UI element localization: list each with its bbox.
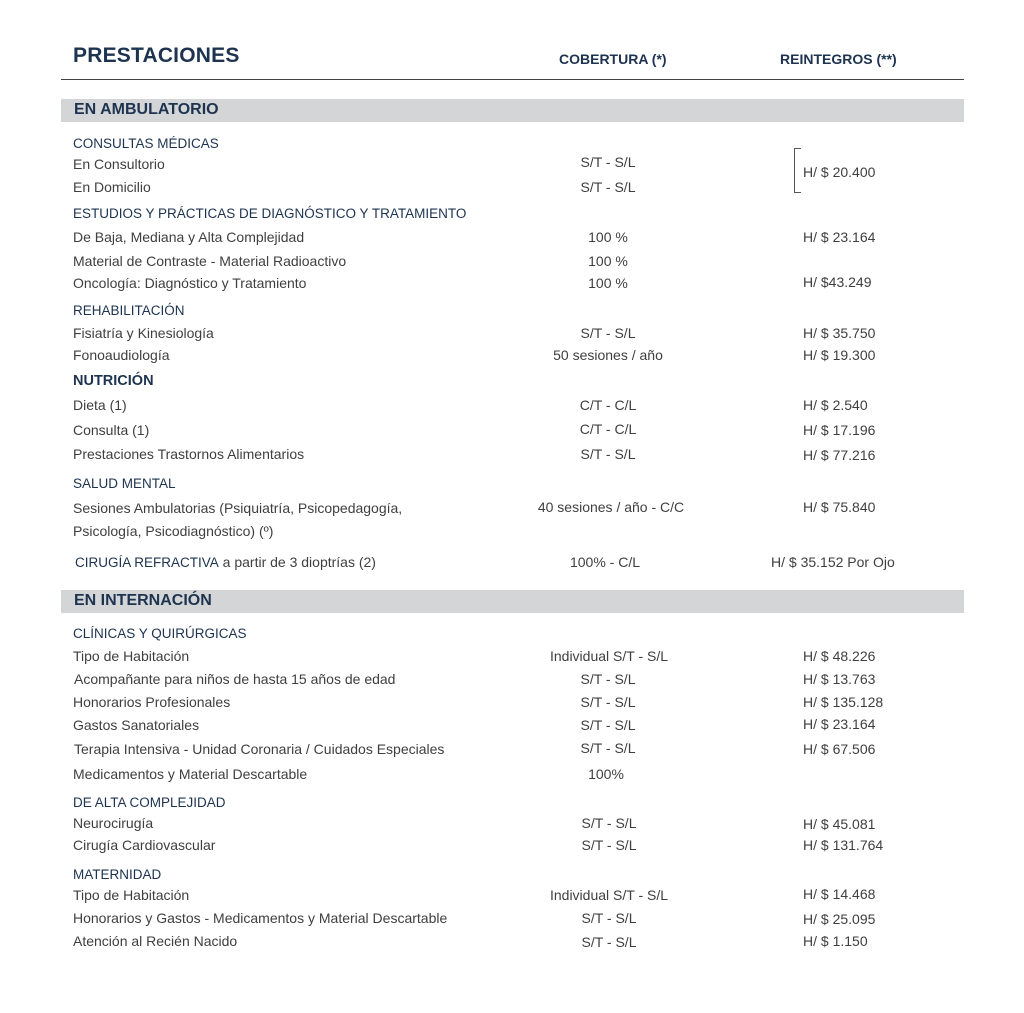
column-header-reintegros: REINTEGROS (**) [780, 51, 897, 67]
group-title: DE ALTA COMPLEJIDAD [73, 795, 226, 810]
row-reimbursement: H/ $ 45.081 [803, 816, 876, 832]
section-title: EN INTERNACIÓN [74, 592, 212, 609]
row-coverage: S/T - S/L [580, 717, 636, 733]
group-title: ESTUDIOS Y PRÁCTICAS DE DIAGNÓSTICO Y TRATAMIENTO [73, 206, 467, 221]
row-reimbursement: H/ $ 20.400 [803, 164, 876, 180]
row-label: Neurocirugía [73, 815, 154, 831]
row-label: Prestaciones Trastornos Alimentarios [73, 446, 305, 462]
row-label-line1: Sesiones Ambulatorias (Psiquiatría, Psicopedagogía, [73, 500, 403, 516]
row-label: En Domicilio [73, 179, 151, 195]
row-coverage: S/T - S/L [580, 179, 636, 195]
shared-reimbursement-bracket [794, 148, 801, 193]
row-label: Acompañante para niños de hasta 15 años de edad [74, 671, 396, 687]
row-coverage: 100 % [588, 253, 628, 269]
row-label: Fisiatría y Kinesiología [73, 325, 214, 341]
row-coverage: S/T - S/L [581, 910, 637, 926]
row-coverage: Individual S/T - S/L [549, 648, 669, 664]
group-title: CONSULTAS MÉDICAS [73, 136, 219, 151]
row-label: Medicamentos y Material Descartable [73, 766, 308, 782]
row-label: De Baja, Mediana y Alta Complejidad [73, 229, 305, 245]
row-reimbursement: H/ $ 35.750 [803, 325, 876, 341]
row-reimbursement: H/ $ 2.540 [803, 397, 868, 413]
row-coverage: S/T - S/L [580, 446, 636, 462]
row-coverage: C/T - C/L [579, 397, 637, 413]
row-reimbursement: H/ $ 77.216 [803, 447, 876, 463]
row-label-line2: Psicología, Psicodiagnóstico) (º) [73, 523, 274, 539]
row-reimbursement: H/ $ 23.164 [803, 229, 876, 245]
row-reimbursement: H/ $43.249 [803, 274, 872, 290]
row-coverage: S/T - S/L [581, 815, 637, 831]
row-reimbursement: H/ $ 35.152 Por Ojo [771, 554, 895, 570]
section-band-ambulatorio [61, 99, 964, 122]
group-title: NUTRICIÓN [73, 373, 154, 389]
page-title: PRESTACIONES [73, 44, 240, 67]
row-coverage: 100 % [588, 229, 628, 245]
section-band-internacion [61, 590, 964, 613]
row-label-rest: a partir de 3 dioptrías (2) [218, 554, 376, 570]
row-label: Honorarios y Gastos - Medicamentos y Material Descartable [73, 910, 448, 926]
row-label: Tipo de Habitación [73, 648, 190, 664]
row-coverage: 100% [588, 766, 624, 782]
row-reimbursement: H/ $ 67.506 [803, 741, 876, 757]
row-reimbursement: H/ $ 17.196 [803, 422, 876, 438]
row-label [75, 554, 376, 570]
row-label: Fonoaudiología [73, 347, 170, 363]
row-label: Oncología: Diagnóstico y Tratamiento [73, 275, 307, 291]
row-reimbursement: H/ $ 14.468 [803, 886, 876, 902]
row-label: Gastos Sanatoriales [73, 717, 200, 733]
row-reimbursement: H/ $ 1.150 [803, 933, 868, 949]
row-coverage: Individual S/T - S/L [549, 887, 669, 903]
row-reimbursement: H/ $ 131.764 [803, 837, 884, 853]
row-reimbursement: H/ $ 23.164 [803, 716, 876, 732]
row-label: Tipo de Habitación [73, 887, 190, 903]
row-coverage: S/T - S/L [580, 671, 636, 687]
column-header-cobertura: COBERTURA (*) [559, 51, 667, 67]
section-title: EN AMBULATORIO [74, 101, 219, 118]
row-label: En Consultorio [73, 156, 165, 172]
header-divider [61, 79, 964, 80]
row-reimbursement: H/ $ 135.128 [803, 694, 884, 710]
row-label: Terapia Intensiva - Unidad Coronaria / Cuidados Especiales [74, 741, 445, 757]
group-title: REHABILITACIÓN [73, 303, 185, 318]
row-reimbursement: H/ $ 48.226 [803, 648, 876, 664]
row-coverage: 100% - C/L [569, 554, 641, 570]
row-coverage: S/T - S/L [580, 325, 636, 341]
row-coverage: S/T - S/L [581, 934, 637, 950]
row-label: Material de Contraste - Material Radioactivo [73, 253, 347, 269]
row-coverage: C/T - C/L [579, 421, 637, 437]
row-reimbursement: H/ $ 19.300 [803, 347, 876, 363]
group-title: SALUD MENTAL [73, 476, 176, 491]
row-coverage: S/T - S/L [581, 837, 637, 853]
row-label-caps: CIRUGÍA REFRACTIVA [75, 555, 219, 570]
row-coverage: 100 % [588, 275, 628, 291]
row-reimbursement: H/ $ 75.840 [803, 499, 876, 515]
row-label: Cirugía Cardiovascular [73, 837, 216, 853]
row-reimbursement: H/ $ 13.763 [803, 671, 876, 687]
group-title: CLÍNICAS Y QUIRÚRGICAS [73, 626, 247, 641]
row-label: Honorarios Profesionales [73, 694, 231, 710]
row-coverage: S/T - S/L [580, 740, 636, 756]
row-coverage: S/T - S/L [580, 154, 636, 170]
row-coverage: 40 sesiones / año - C/C [537, 499, 685, 515]
row-label: Dieta (1) [73, 397, 127, 413]
row-label: Atención al Recién Nacido [73, 933, 238, 949]
row-reimbursement: H/ $ 25.095 [803, 911, 876, 927]
row-coverage: 50 sesiones / año [553, 347, 663, 363]
row-label: Consulta (1) [73, 422, 150, 438]
group-title: MATERNIDAD [73, 867, 162, 882]
row-coverage: S/T - S/L [580, 694, 636, 710]
